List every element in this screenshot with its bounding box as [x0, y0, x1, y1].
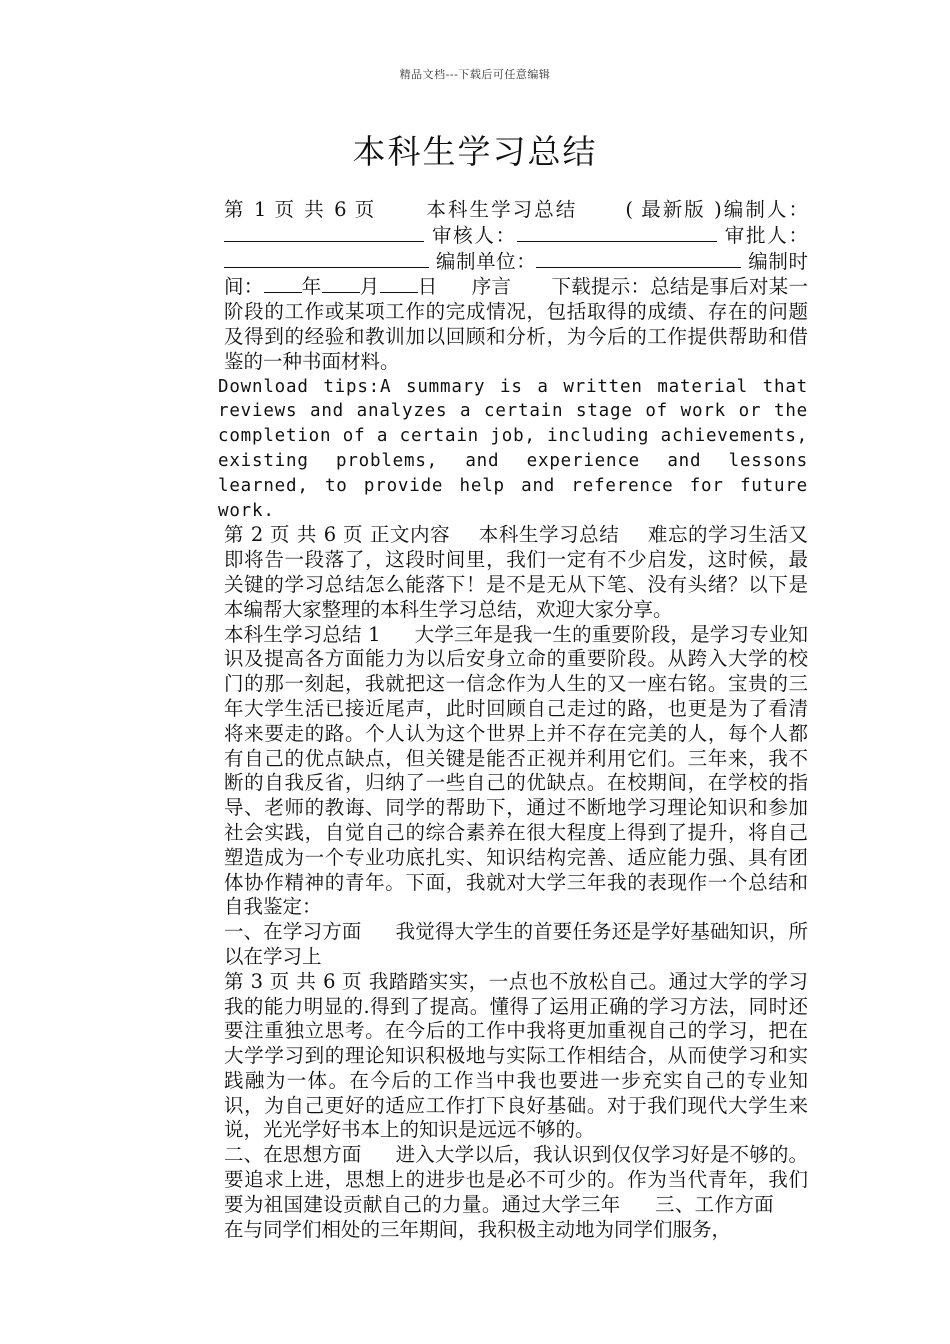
main-content-label: 正文内容 — [369, 523, 451, 547]
editor-label: 编制人： — [721, 198, 808, 221]
section-1-title: 本科生学习总结 1 — [224, 622, 381, 646]
intro-paragraph — [144, 523, 808, 622]
work-heading: 三、工作方面 — [654, 1192, 774, 1216]
document-title: 本科生学习总结 — [352, 132, 598, 171]
section-1-body: 大学三年是我一生的重要阶段，是学习专业知识及提高各方面能力为以后安身立命的重要阶段。从跨入大学的校门的那一刻起，我就把这一信念作为人生的又一座右铭。宝贵的三年大学生活已接近尾声，此时回顾自己走过的路，也更是为了看清将来要走的路。个人认为这个世界上并不存在完美的人，每个人都有自己的优点缺点，但关键是能否正视并利用它们。三年来，我不断的自我反省，归纳了一些自己的优缺点。在校期间，在学校的指导、老师的教诲、同学的帮助下，通过不断地学习理论知识和参加社会实践，自觉自己的综合素养在很大程度上得到了提升，将自己塑造成为一个专业功底扎实、知识结构完善、适应能力强、具有团体协作精神的青年。下面，我就对大学三年我的表现作一个总结和自我鉴定： — [224, 622, 808, 919]
study-body: 我踏踏实实，一点也不放松自己。通过大学的学习我的能力明显的.得到了提高。懂得了运用正确的学习方法，同时还要注重独立思考。在今后的工作中我将更加重视自己的学习，把在大学学习到的理论知识积极地与实际工作相结合，从而使学习和实践融为一体。在今后的工作当中我也要进一步充实自己的专业知识，为自己更好的适应工作打下良好基础。对于我们现代大学生来说，光光学好书本上的知识是远远不够的。 — [224, 969, 808, 1142]
work-body: 在与同学们相处的三年期间，我积极主动地为同学们服务， — [224, 1217, 732, 1241]
download-tip: 下载提示：总结是事后对某一阶段的工作或某项工作的完成情况，包括取得的成绩、存在的问题及得到的经验和教训加以回顾和分析，为今后的工作提供帮助和借鉴的一种书面材料。 — [224, 275, 808, 373]
unit-label: 编制单位： — [435, 249, 537, 273]
thought-paragraph — [144, 1143, 808, 1242]
unit-blank — [536, 249, 741, 268]
english-tip: Download tips:A summary is a written material that reviews and analyzes a certain stage of work or the completion of a certain job, including achievements, existing problems, and experience and lessons learned, to provide help and reference for future work. — [218, 376, 808, 521]
version-label: ( 最新版 ) — [625, 198, 722, 221]
title-reference: 本科生学习总结 — [424, 198, 578, 221]
day-label: 日 — [417, 275, 438, 299]
month-blank — [322, 274, 360, 293]
preface-label: 序言 — [471, 275, 512, 299]
study-paragraph — [144, 920, 808, 970]
study-heading: 一、在学习方面 — [224, 920, 362, 944]
study-start: 我觉得大学生的首要任务还是学好基础知识，所以在学习上 — [224, 920, 808, 968]
thought-body: 进入大学以后，我认识到仅仅学习好是不够的。要追求上进，思想上的进步也是必不可少的。作为当代青年，我们要为祖国建设贡献自己的力量。通过大学三年 — [224, 1143, 808, 1216]
meta-block — [144, 198, 808, 375]
page-marker-2: 第 2 页 共 6 页 — [224, 523, 364, 547]
approver-label: 审批人： — [724, 223, 808, 247]
editor-blank — [224, 223, 424, 242]
intro-title: 本科生学习总结 — [478, 523, 620, 547]
year-label: 年 — [301, 275, 322, 299]
page-marker-3: 第 3 页 共 6 页 — [224, 969, 363, 993]
reviewer-blank — [517, 223, 717, 242]
month-label: 月 — [359, 275, 380, 299]
study-continued-paragraph — [144, 970, 808, 1144]
header-note: 精品文档---下载后可任意编辑 — [399, 68, 551, 81]
section-1-paragraph — [144, 623, 808, 921]
approver-blank — [224, 249, 429, 268]
document-body — [144, 198, 808, 1242]
year-blank — [264, 274, 302, 293]
page-marker-1: 第 1 页 共 6 页 — [224, 198, 377, 221]
day-blank — [380, 274, 418, 293]
time-label: 编制时间： — [224, 249, 808, 299]
intro-text: 难忘的学习生活又即将告一段落了，这段时间里，我们一定有不少启发，这时候，最关键的学习总结怎么能落下！是不是无从下笔、没有头绪？以下是本编帮大家整理的本科生学习总结，欢迎大家分享。 — [224, 523, 808, 621]
thought-heading: 二、在思想方面 — [224, 1143, 362, 1167]
reviewer-label: 审核人： — [431, 223, 517, 247]
